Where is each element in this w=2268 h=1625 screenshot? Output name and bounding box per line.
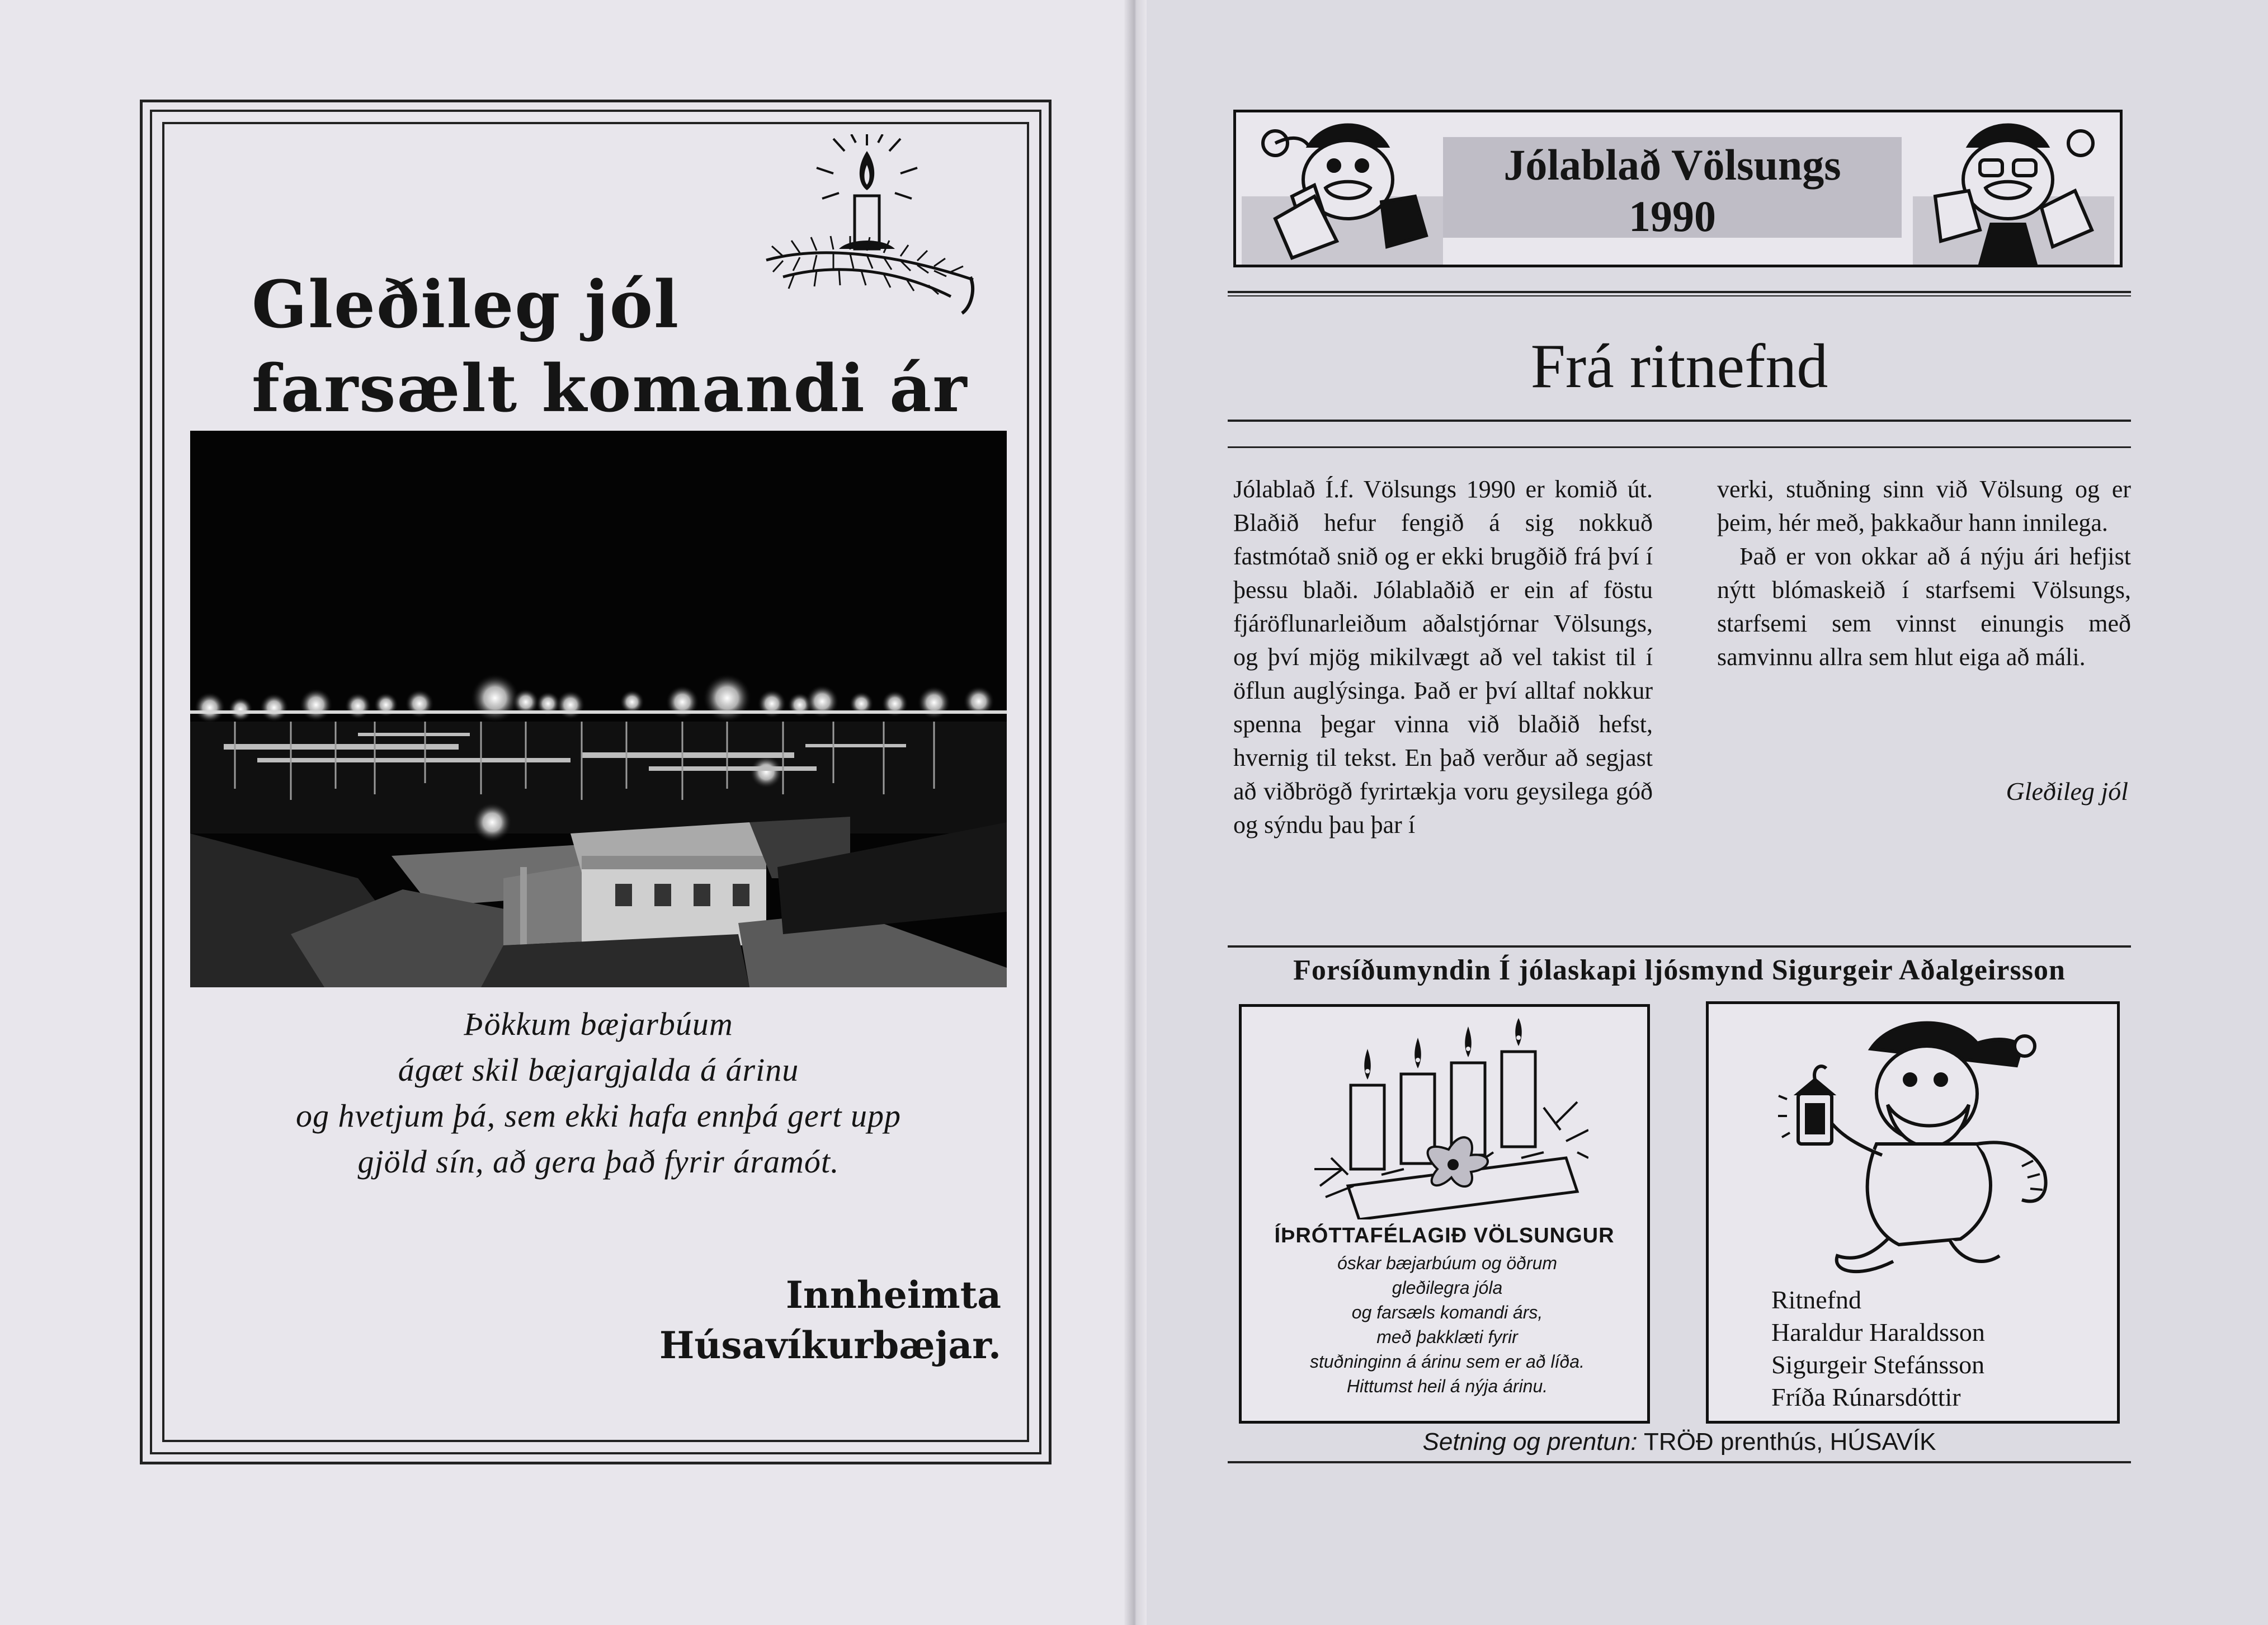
spine-gutter — [1124, 0, 1147, 1625]
masthead — [1233, 110, 2123, 267]
rule-caption — [1228, 945, 2131, 948]
rule-bottom — [1228, 1461, 2131, 1463]
club-message-line: gleðilegra jóla — [1392, 1278, 1503, 1298]
printer-credit — [1228, 1426, 2131, 1458]
cover-caption: Forsíðumyndin Í jólaskapi ljósmynd Sigurgeir Aðalgeirsson — [1293, 954, 2066, 986]
masthead-year: 1990 — [1629, 192, 1716, 241]
club-message-line: með þakklæti fyrir — [1376, 1327, 1518, 1347]
left-page — [0, 0, 1130, 1625]
editorial-column-2 — [1717, 473, 2131, 674]
signature-line-2: Húsavíkurbæjar. — [659, 1323, 1001, 1367]
editorial-column-1 — [1233, 473, 1653, 842]
santa-icon — [1913, 112, 2114, 265]
editors-box — [1706, 1001, 2120, 1424]
rule-top-1 — [1228, 291, 2131, 293]
section-title: Frá ritnefnd — [1530, 332, 1828, 401]
editorial-paragraph: verki, stuðning sinn við Völsung og er þeim, hér með, þakkaður hann innilega. — [1717, 475, 2131, 536]
headline-line-1: Gleðileg jól — [252, 267, 680, 343]
editors-list — [1771, 1284, 1985, 1414]
santa-lantern-icon — [1776, 1015, 2078, 1284]
masthead-title — [1443, 139, 1902, 242]
printer-name: TRÖÐ prenthús, HÚSAVÍK — [1644, 1428, 1936, 1456]
editor-name: Haraldur Haraldsson — [1771, 1318, 1985, 1346]
ad-signature — [559, 1270, 1001, 1370]
harbor-night-photo — [190, 431, 1007, 987]
greeting: Gleðileg jól — [2006, 777, 2128, 806]
thanks-line-1: Þökkum bæjarbúum — [464, 1006, 733, 1042]
headline-line-2: farsælt komandi ár — [252, 351, 968, 427]
santa-icon — [1242, 112, 1443, 265]
thanks-line-3: og hvetjum þá, sem ekki hafa ennþá gert upp — [296, 1098, 901, 1134]
rule-title-2 — [1228, 446, 2131, 448]
masthead-name: Jólablað Völsungs — [1503, 140, 1841, 189]
club-message-line: og farsæls komandi árs, — [1351, 1302, 1543, 1322]
editor-name: Fríða Rúnarsdóttir — [1771, 1383, 1961, 1411]
thanks-line-2: ágæt skil bæjargjalda á árinu — [398, 1052, 799, 1088]
club-message-line: stuðninginn á árinu sem er að líða. — [1310, 1351, 1585, 1372]
club-message-line: óskar bæjarbúum og öðrum — [1337, 1253, 1558, 1273]
thanks-line-4: gjöld sín, að gera það fyrir áramót. — [357, 1143, 840, 1180]
club-name: ÍÞRÓTTAFÉLAGIÐ VÖLSUNGUR — [1274, 1224, 1615, 1247]
editors-label: Ritnefnd — [1771, 1285, 1861, 1314]
ad-headline — [252, 263, 979, 431]
editor-name: Sigurgeir Stefánsson — [1771, 1350, 1985, 1379]
club-message-line: Hittumst heil á nýja árinu. — [1346, 1376, 1548, 1396]
editorial-paragraph: Það er von okkar að á nýju ári hefjist nýtt blómaskeið í starfsemi Völsungs, starfsemi sem vinnst einungis með samvinnu allra sem hlut eiga að máli. — [1717, 543, 2131, 671]
club-message — [1253, 1251, 1642, 1398]
rule-title-1 — [1228, 420, 2131, 422]
thanks-text — [190, 1001, 1007, 1185]
rule-top-2 — [1228, 295, 2131, 296]
club-ad — [1239, 1004, 1650, 1424]
signature-line-1: Innheimta — [786, 1273, 1001, 1317]
editorial-paragraph: Jólablað Í.f. Völsungs 1990 er komið út. Blaðið hefur fengið á sig nokkuð fastmótað snið og er ekki brugðið frá því í þessu blaði. Jólablaðið er ein af föstu fjáröflunarleiðum aðalstjórnar Völsungs, og því mjög mikilvægt að vel takist til í öflun auglýsinga. Það er því alltaf nokkur spenna þegar vinna við blaðið hefst, hvernig til tekst. En það verður að segjast að viðbrögð fyrirtækja voru geysilega góð og sýndu þau þar í — [1233, 475, 1653, 839]
printer-label: Setning og prentun: — [1422, 1428, 1638, 1456]
advent-candles-icon — [1309, 1018, 1588, 1219]
